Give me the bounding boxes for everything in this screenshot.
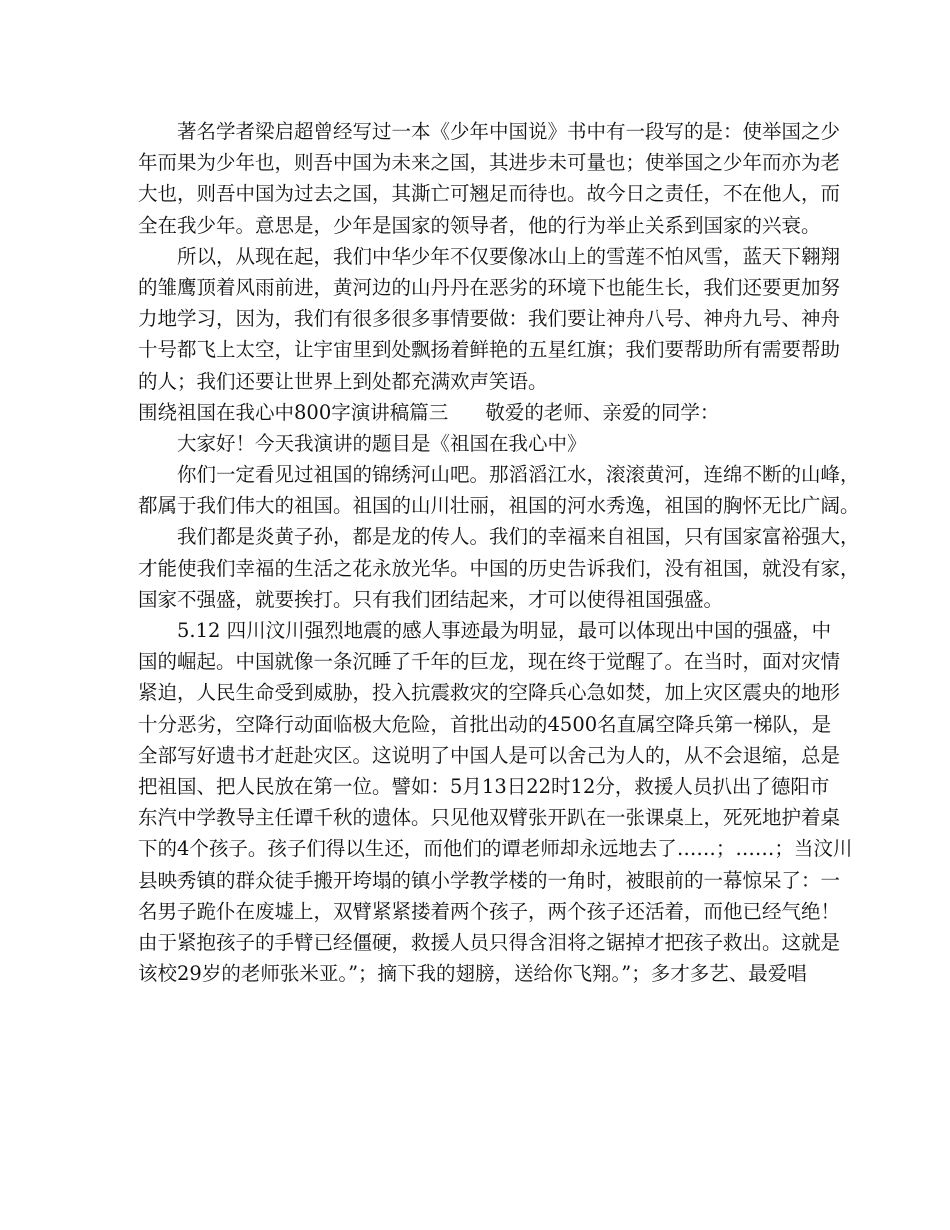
text-line: 国家不强盛，就要挨打。只有我们团结起来，才可以使得祖国强盛。	[138, 587, 724, 611]
document-body	[138, 116, 860, 989]
text-line: 大家好！今天我演讲的题目是《祖国在我心中》	[177, 431, 587, 455]
text-line: 东汽中学教导主任谭千秋的遗体。只见他双臂张开趴在一张课桌上，死死地护着桌	[138, 806, 841, 830]
text-line: 5.12 四川汶川强烈地震的感人事迹最为明显，最可以体现出中国的强盛，中	[177, 619, 832, 642]
text-line: 全部写好遗书才赶赴灾区。这说明了中国人是可以舍己为人的，从不会退缩，总是	[138, 743, 841, 767]
text-line: 下的4个孩子。孩子们得以生还，而他们的谭老师却永远地去了……；……；当汶川	[138, 837, 853, 861]
text-line: 才能使我们幸福的生活之花永放光华。中国的历史告诉我们，没有祖国，就没有家，	[138, 556, 860, 580]
text-line: 名男子跪仆在废墟上，双臂紧紧搂着两个孩子，两个孩子还活着，而他已经气绝！	[138, 899, 841, 923]
text-line: 该校29岁的老师张米亚。”；摘下我的翅膀，送给你飞翔。”；多才多艺、最爱唱	[138, 962, 807, 986]
text-line: 十号都飞上太空，让宇宙里到处飘扬着鲜艳的五星红旗；我们要帮助所有需要帮助	[138, 338, 841, 362]
text-line: 的人；我们还要让世界上到处都充满欢声笑语。	[138, 369, 548, 393]
text-line: 十分恶劣，空降行动面临极大危险，首批出动的4500名直属空降兵第一梯队，是	[138, 712, 832, 736]
text-line: 紧迫，人民生命受到威胁，投入抗震救灾的空降兵心急如焚，加上灾区震央的地形	[138, 681, 841, 705]
text-line: 年而果为少年也，则吾中国为未来之国，其进步未可量也；使举国之少年而亦为老	[138, 151, 841, 175]
text-line: 你们一定看见过祖国的锦绣河山吧。那滔滔江水，滚滚黄河，连绵不断的山峰，	[177, 463, 860, 487]
text-line: 所以，从现在起，我们中华少年不仅要像冰山上的雪莲不怕风雪，蓝天下翱翔	[177, 244, 841, 268]
text-line: 全在我少年。意思是，少年是国家的领导者，他的行为举止关系到国家的兴衰。	[138, 213, 821, 237]
text-line: 力地学习，因为，我们有很多很多事情要做：我们要让神舟八号、神舟九号、神舟	[138, 307, 841, 331]
text-line: 的雏鹰顶着风雨前进，黄河边的山丹丹在恶劣的环境下也能生长，我们还要更加努	[138, 275, 841, 299]
text-line: 由于紧抱孩子的手臂已经僵硬，救援人员只得含泪将之锯掉才把孩子救出。这就是	[138, 930, 841, 954]
text-line: 把祖国、把人民放在第一位。譬如：5月13日22时12分，救援人员扒出了德阳市	[138, 774, 830, 798]
section-heading-line: 围绕祖国在我心中800字演讲稿篇三 敬爱的老师、亲爱的同学：	[138, 400, 720, 424]
text-line: 大也，则吾中国为过去之国，其澌亡可翘足而待也。故今日之责任，不在他人，而	[138, 182, 841, 206]
text-line: 都属于我们伟大的祖国。祖国的山川壮丽，祖国的河水秀逸，祖国的胸怀无比广阔。	[138, 494, 860, 518]
text-line: 国的崛起。中国就像一条沉睡了千年的巨龙，现在终于觉醒了。在当时，面对灾情	[138, 650, 841, 674]
text-line: 我们都是炎黄子孙，都是龙的传人。我们的幸福来自祖国，只有国家富裕强大，	[177, 525, 860, 549]
text-line: 县映秀镇的群众徒手搬开垮塌的镇小学教学楼的一角时，被眼前的一幕惊呆了：一	[138, 868, 841, 892]
text-line: 著名学者梁启超曾经写过一本《少年中国说》书中有一段写的是：使举国之少	[177, 120, 841, 143]
